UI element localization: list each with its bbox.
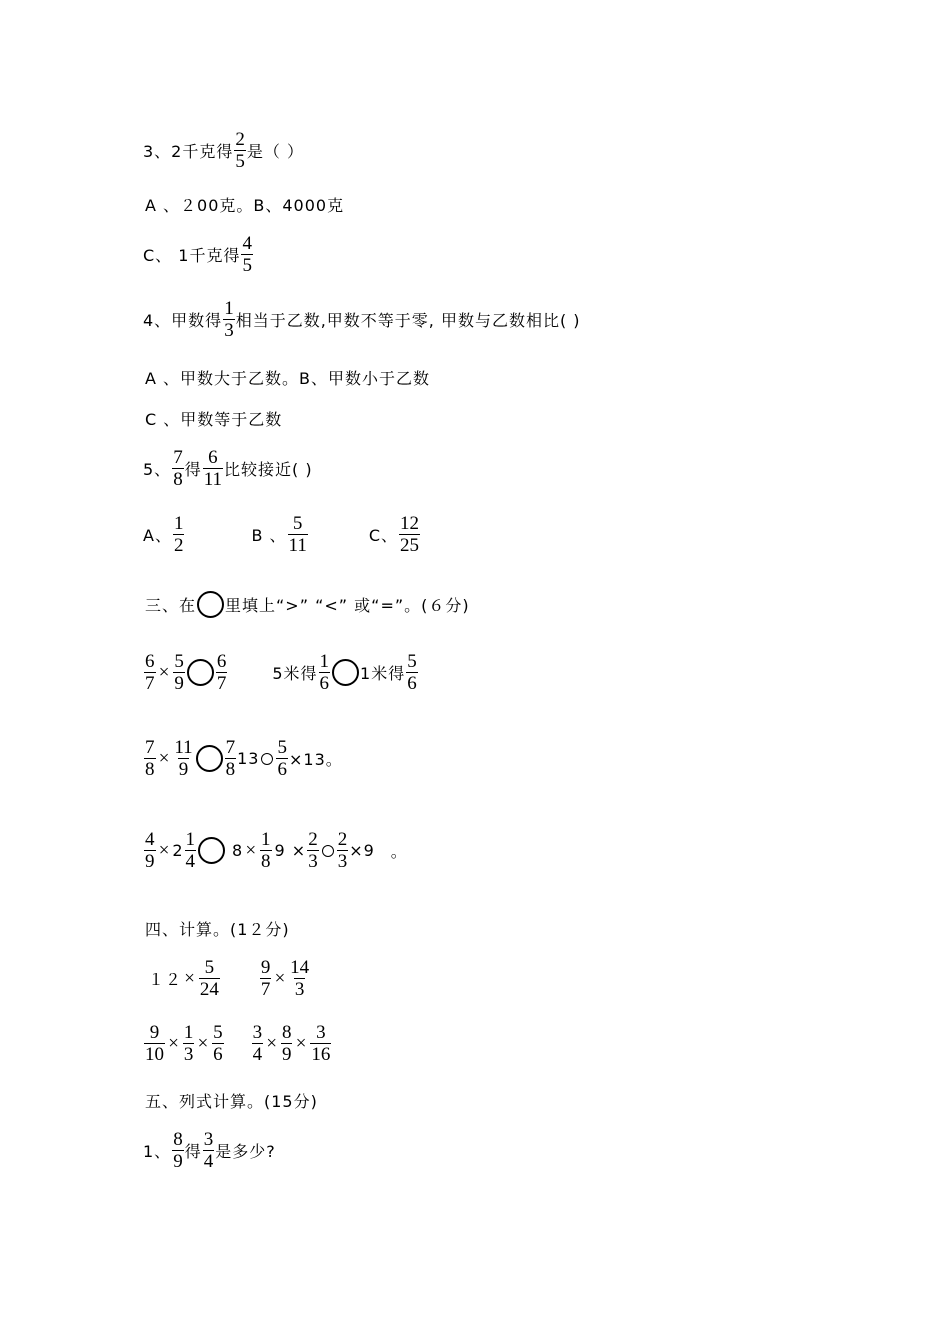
fraction-numerator: 1 — [319, 651, 330, 672]
fraction — [172, 1129, 184, 1172]
section-3-row-2 — [143, 737, 343, 780]
fraction — [199, 957, 220, 1000]
fraction-numerator: 3 — [316, 1022, 326, 1043]
fraction — [144, 737, 156, 780]
text-segment: C 、甲数等于乙数 — [145, 410, 283, 429]
fraction-denominator: 3 — [224, 320, 234, 341]
fraction-denominator: 3 — [183, 1044, 194, 1065]
fraction-denominator: 16 — [311, 1044, 331, 1065]
text-segment: 四、计算。(1２分) — [145, 920, 290, 939]
times-sign: × — [294, 1032, 309, 1054]
compare-circle[interactable] — [187, 659, 214, 686]
fraction-numerator: 12 — [400, 513, 420, 534]
text-segment: 1米得 — [360, 664, 406, 683]
fraction — [216, 651, 228, 694]
text-segment: C、 1千克得 — [143, 246, 241, 265]
fraction-denominator: 7 — [260, 979, 271, 1000]
text-segment: 8 — [232, 841, 244, 860]
fraction-numerator: 9 — [149, 1022, 160, 1043]
fraction-denominator: 24 — [199, 979, 219, 1000]
section-5-title — [145, 1089, 318, 1112]
q5-option-a-fraction — [173, 513, 185, 556]
q4-option-c — [145, 407, 282, 430]
fraction-numerator: 6 — [145, 651, 155, 672]
text-segment: 9 × — [274, 841, 307, 860]
fraction-numerator: 5 — [213, 1022, 223, 1043]
fraction-denominator: 3 — [308, 851, 318, 872]
fraction-denominator: 11 — [288, 535, 307, 556]
q4-stem — [143, 298, 581, 341]
text-segment: A、 — [143, 526, 172, 545]
times-sign: × — [157, 839, 172, 861]
fraction-denominator: 8 — [145, 759, 155, 780]
q3-stem-post: 是（ ） — [246, 142, 304, 161]
q5-option-c-fraction — [399, 513, 420, 556]
q3-option-c — [143, 233, 254, 276]
section-3-row-3 — [143, 829, 408, 872]
fraction-numerator: 6 — [208, 447, 218, 468]
fraction — [144, 651, 156, 694]
fraction-denominator: 25 — [400, 535, 420, 556]
fraction-numerator: 4 — [242, 233, 252, 254]
fraction-denominator: 5 — [235, 151, 245, 172]
fraction — [185, 829, 197, 872]
q3-stem-pre: 3、2千克得 — [143, 142, 234, 161]
text-segment: A 、甲数大于乙数。B、甲数小于乙数 — [145, 369, 431, 388]
section-3-row-1 — [143, 651, 419, 694]
text-segment: １２ — [148, 970, 183, 989]
q5-stem — [143, 447, 313, 490]
fraction-numerator: 1 — [183, 1022, 194, 1043]
text-segment: 得 — [184, 460, 202, 479]
fraction — [260, 957, 272, 1000]
fraction-denominator: 7 — [145, 673, 155, 694]
text-segment: 相当于乙数,甲数不等于零, 甲数与乙数相比( ) — [235, 311, 581, 330]
text-segment: 是多少? — [215, 1142, 276, 1161]
fraction — [144, 1022, 165, 1065]
text-segment: 五、列式计算。(15分) — [145, 1092, 318, 1111]
fraction — [173, 651, 185, 694]
section-3-title — [145, 591, 470, 618]
text-segment: 得 — [184, 1142, 202, 1161]
compare-circle[interactable] — [332, 659, 359, 686]
fraction-denominator: 9 — [173, 1151, 183, 1172]
compare-circle[interactable] — [198, 837, 225, 864]
q5-fraction-1 — [172, 447, 184, 490]
times-sign: × — [244, 839, 259, 861]
blank-circle-icon — [197, 591, 224, 618]
fraction-denominator: 6 — [277, 759, 287, 780]
fraction-numerator: 7 — [225, 737, 236, 758]
fraction — [307, 829, 319, 872]
text-segment: 三、在 — [145, 596, 197, 615]
text-segment: 5、 — [143, 460, 172, 479]
section-4-title — [145, 917, 290, 940]
q5-options — [143, 513, 421, 556]
text-segment: 13 — [237, 749, 260, 768]
fraction — [260, 829, 272, 872]
times-sign: × — [167, 1032, 181, 1054]
fraction-numerator: 11 — [174, 737, 193, 758]
times-sign: × — [265, 1032, 279, 1054]
fraction — [173, 737, 193, 780]
fraction-numerator: 5 — [292, 513, 303, 534]
compare-circle-small[interactable] — [322, 845, 334, 857]
compare-circle-small[interactable] — [261, 753, 273, 765]
fraction-denominator: 4 — [185, 851, 196, 872]
fraction-denominator: 5 — [242, 255, 252, 276]
fraction-denominator: 7 — [216, 673, 227, 694]
fraction-numerator: 7 — [173, 447, 183, 468]
times-sign: × — [157, 661, 172, 683]
fraction-numerator: 1 — [261, 829, 271, 850]
fraction — [144, 829, 156, 872]
text-segment: 。 — [390, 842, 408, 861]
q3-stem — [143, 129, 304, 172]
fraction — [310, 1022, 331, 1065]
fraction-denominator: 2 — [173, 535, 184, 556]
times-sign: × — [196, 1032, 211, 1054]
fraction-denominator: 4 — [203, 1151, 214, 1172]
fraction-numerator: 1 — [185, 829, 196, 850]
fraction-denominator: 9 — [178, 759, 189, 780]
text-segment: 比较接近( ) — [224, 460, 313, 479]
fraction-numerator: 3 — [252, 1022, 263, 1043]
text-segment: 4、甲数得 — [143, 311, 223, 330]
fraction-numerator: 8 — [281, 1022, 292, 1043]
fraction-numerator: 1 — [224, 298, 234, 319]
fraction-numerator: 6 — [216, 651, 227, 672]
fraction-denominator: 4 — [252, 1044, 263, 1065]
fraction-denominator: 8 — [225, 759, 236, 780]
fraction — [406, 651, 418, 694]
section-4-row-1 — [148, 957, 311, 1000]
fraction — [225, 737, 237, 780]
fraction-denominator: 3 — [294, 979, 305, 1000]
q4-options-ab — [145, 366, 430, 389]
fraction-denominator: 6 — [407, 673, 417, 694]
text-segment: 5米得 — [272, 664, 318, 683]
fraction-denominator: 6 — [213, 1044, 223, 1065]
fraction — [276, 737, 288, 780]
text-segment: 1、 — [143, 1142, 172, 1161]
fraction-numerator: 7 — [145, 737, 155, 758]
fraction-numerator: 2 — [308, 829, 318, 850]
fraction — [252, 1022, 264, 1065]
fraction — [289, 957, 310, 1000]
fraction-numerator: 5 — [277, 737, 287, 758]
fraction — [281, 1022, 293, 1065]
q5-fraction-2 — [203, 447, 223, 490]
fraction — [212, 1022, 224, 1065]
fraction-numerator: 2 — [337, 829, 348, 850]
fraction-denominator: 8 — [261, 851, 271, 872]
text-segment: ×9 — [349, 841, 375, 860]
times-sign: × — [157, 747, 172, 769]
fraction-numerator: 5 — [204, 957, 215, 978]
fraction-numerator: 14 — [290, 957, 310, 978]
fraction — [183, 1022, 195, 1065]
fraction-denominator: 6 — [319, 673, 330, 694]
times-sign: × — [183, 967, 197, 989]
fraction-numerator: 8 — [173, 1129, 183, 1150]
fraction-numerator: 2 — [235, 129, 245, 150]
fraction — [337, 829, 349, 872]
fraction-denominator: 3 — [337, 851, 348, 872]
fraction-numerator: 4 — [145, 829, 155, 850]
text-segment: C、 — [368, 526, 399, 545]
fraction-numerator: 3 — [203, 1129, 214, 1150]
fraction-denominator: 9 — [174, 673, 184, 694]
q3-fraction — [234, 129, 246, 172]
q5-option-b-fraction — [288, 513, 308, 556]
fraction-denominator: 11 — [203, 469, 222, 490]
fraction-numerator: 1 — [173, 513, 184, 534]
q3-option-c-fraction — [241, 233, 253, 276]
text-segment: A 、２00克。B、4000克 — [145, 196, 345, 215]
section-5-question-1 — [143, 1129, 276, 1172]
fraction — [319, 651, 331, 694]
q4-fraction — [223, 298, 235, 341]
fraction — [203, 1129, 215, 1172]
text-segment: ×13。 — [288, 750, 343, 769]
fraction-denominator: 8 — [173, 469, 183, 490]
fraction-numerator: 5 — [174, 651, 184, 672]
section-4-row-2 — [143, 1022, 332, 1065]
fraction-numerator: 5 — [407, 651, 417, 672]
fraction-denominator: 9 — [145, 851, 155, 872]
text-segment: B 、 — [251, 526, 287, 545]
text-segment: 里填上“>” “<” 或“=”。(６分) — [225, 596, 470, 615]
fraction-denominator: 9 — [281, 1044, 292, 1065]
times-sign: × — [273, 967, 288, 989]
text-segment: 2 — [172, 841, 184, 860]
compare-circle[interactable] — [196, 745, 223, 772]
fraction-numerator: 9 — [260, 957, 271, 978]
fraction-denominator: 10 — [145, 1044, 164, 1065]
q3-options-ab — [145, 193, 344, 216]
